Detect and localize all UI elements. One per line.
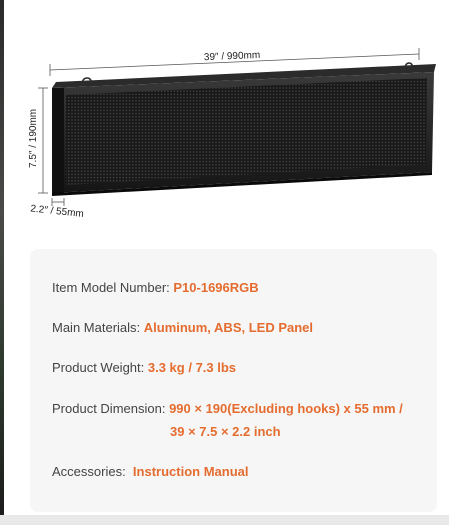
spec-value: 3.3 kg / 7.3 lbs	[147, 360, 237, 375]
spec-product-dimension-line2	[170, 423, 281, 441]
spec-accessories	[52, 463, 248, 481]
width-label: 39″ / 990mm	[203, 49, 261, 64]
depth-label: 2.2″ / 55mm	[29, 203, 85, 220]
specifications-card	[30, 249, 437, 512]
spec-label: Accessories:	[52, 464, 133, 479]
spec-label: Item Model Number:	[52, 280, 174, 295]
led-sign-body	[52, 64, 436, 196]
spec-label: Product Weight:	[52, 360, 148, 375]
depth-dimension	[30, 198, 84, 220]
spec-value: Aluminum, ABS, LED Panel	[143, 320, 314, 335]
spec-label: Product Dimension:	[52, 401, 170, 416]
height-label: 7.5″ / 190mm	[28, 108, 39, 168]
led-sign-product-image	[0, 0, 449, 245]
height-dimension	[28, 88, 48, 193]
spec-value: 990 × 190(Excluding hooks) x 55 mm /	[169, 401, 403, 416]
spec-value: 39 × 7.5 × 2.2 inch	[170, 424, 281, 439]
spec-product-dimension	[52, 400, 403, 418]
spec-label: Main Materials:	[52, 320, 144, 335]
spec-model-number	[52, 279, 259, 297]
spec-value: Instruction Manual	[132, 464, 249, 479]
bottom-edge	[0, 515, 449, 525]
spec-product-weight	[52, 359, 236, 377]
spec-value: P10-1696RGB	[173, 280, 259, 295]
spec-main-materials	[52, 319, 313, 337]
